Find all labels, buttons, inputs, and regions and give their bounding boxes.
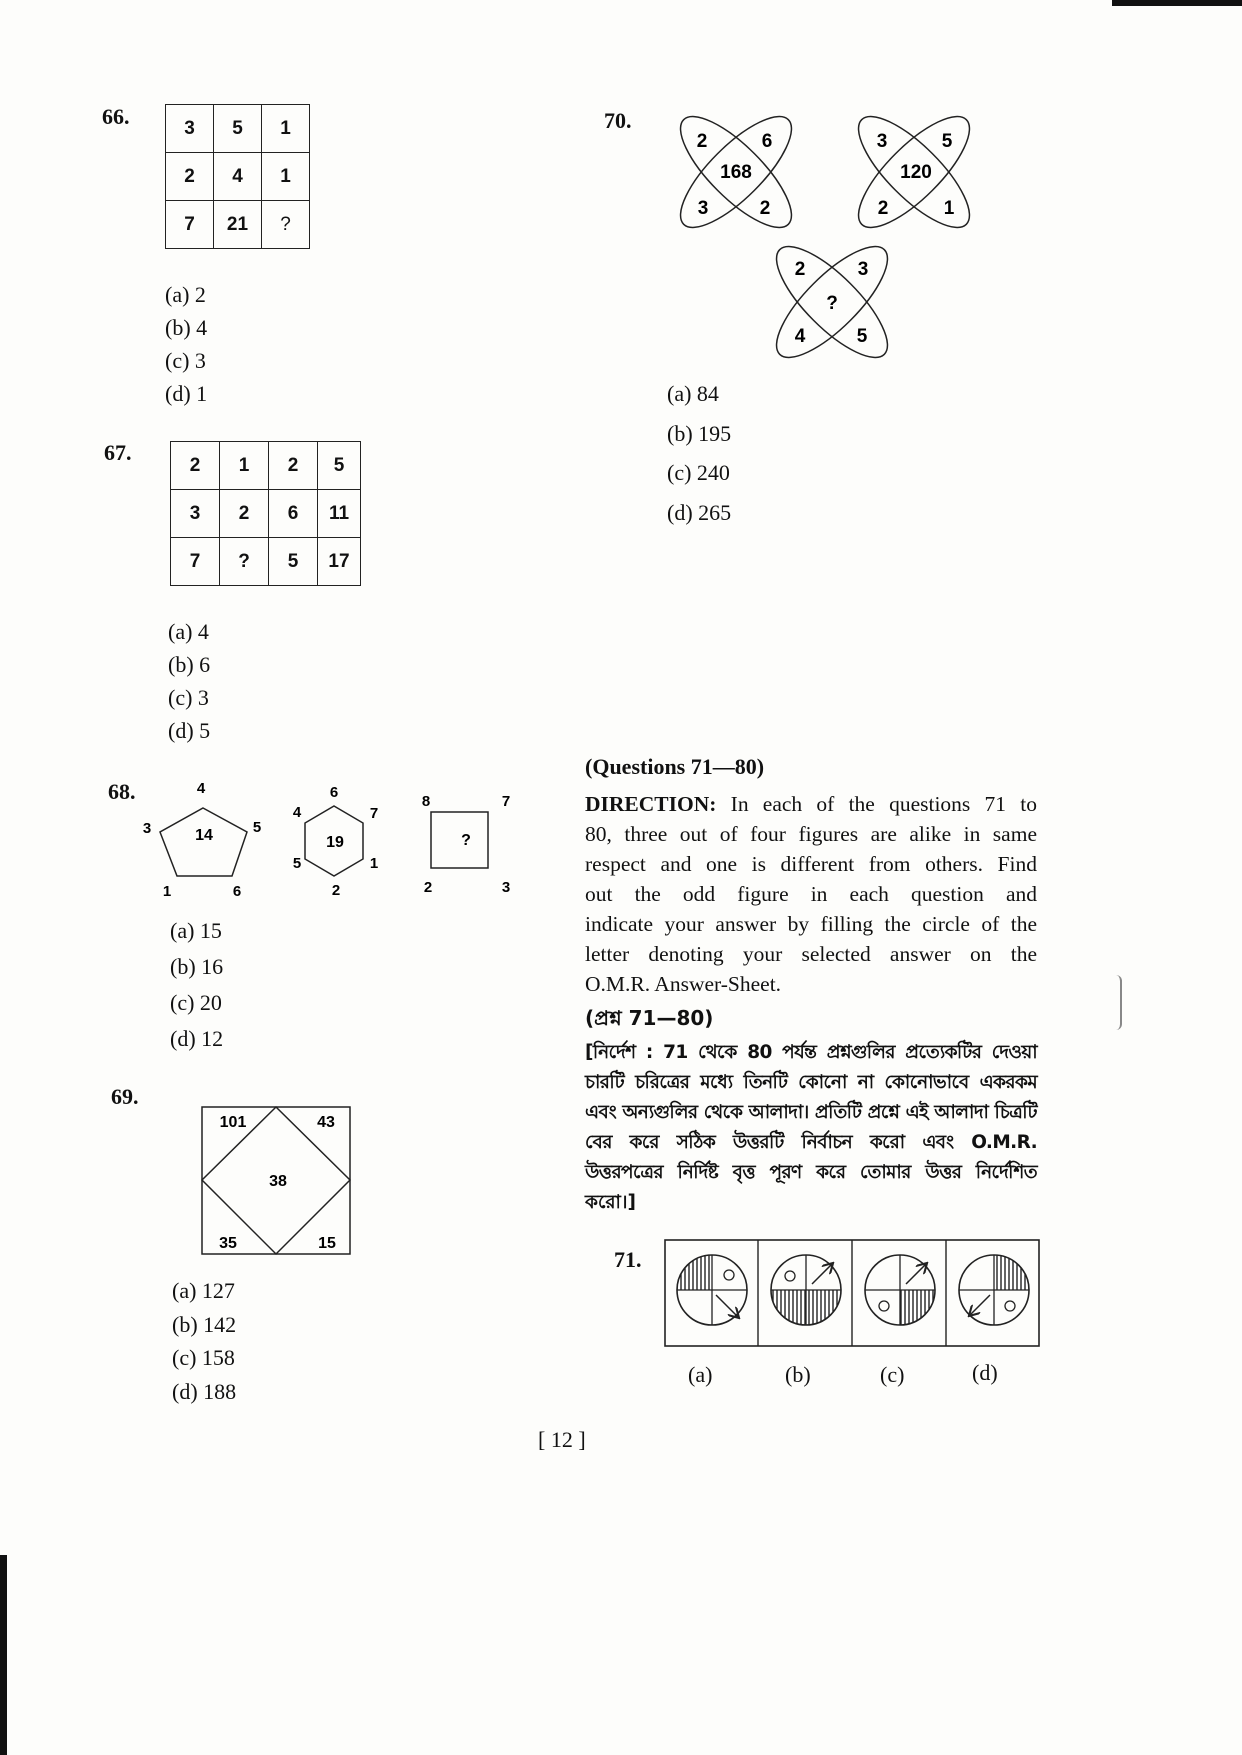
- grid-cell: 4: [214, 153, 262, 201]
- option-d[interactable]: (d) 12: [170, 1026, 224, 1051]
- grid-cell: 7: [166, 201, 214, 249]
- option-b[interactable]: (b) 142: [172, 1311, 237, 1337]
- corner-bottom-right: 15: [318, 1235, 336, 1252]
- grid-cell: 7: [171, 538, 220, 586]
- grid-cell: 11: [318, 490, 361, 538]
- pentagon-right: 5: [252, 819, 262, 836]
- direction-line: letter denoting your selected answer on the: [585, 942, 1037, 966]
- diamond-figure-69: [200, 1105, 354, 1257]
- question-number-70: 70.: [604, 108, 632, 133]
- grid-cell: 2: [171, 442, 220, 490]
- square-bottom-left: 2: [423, 879, 433, 896]
- pentagon-center: 14: [195, 827, 213, 844]
- fig1-top-right: 6: [761, 131, 773, 152]
- grid-cell-unknown: ?: [220, 538, 269, 586]
- grid-cell: 3: [171, 490, 220, 538]
- direction-english: [585, 789, 1037, 999]
- direction-line: In each of the questions 71 to: [730, 792, 1037, 816]
- option-c[interactable]: (c) 3: [165, 348, 206, 373]
- fig1-top-left: 2: [696, 131, 708, 152]
- square-top-right: 7: [501, 793, 511, 810]
- option-a[interactable]: (a) 15: [170, 918, 222, 943]
- corner-bottom-left: 35: [219, 1235, 237, 1252]
- grid-cell: 6: [269, 490, 318, 538]
- pentagon-bottom-left: 1: [162, 883, 172, 900]
- fig3-top-right: 3: [857, 259, 869, 280]
- fig2-top-right: 5: [941, 131, 953, 152]
- number-grid-66: [165, 104, 310, 249]
- corner-top-right: 43: [317, 1114, 335, 1131]
- grid-cell: 5: [318, 442, 361, 490]
- square-top-left: 8: [421, 793, 431, 810]
- option-b[interactable]: (b) 4: [165, 315, 208, 340]
- hexagon-bottom: 2: [331, 882, 341, 899]
- direction-bengali: [585, 1038, 1037, 1218]
- page-number: [ 12 ]: [538, 1427, 586, 1452]
- option-d[interactable]: (d) 265: [667, 499, 732, 525]
- hexagon-top: 6: [329, 784, 339, 801]
- hexagon-bottom-left: 5: [292, 855, 302, 872]
- bengali-line: এবং অন্যগুলির থেকে আলাদা। প্রতিটি প্রশ্নে এই আলাদা চিত্রটি: [585, 1102, 1037, 1123]
- question-number-69: 69.: [111, 1084, 139, 1109]
- scan-edge-mark: [0, 1555, 7, 1755]
- pentagon-bottom-right: 6: [232, 883, 242, 900]
- grid-cell: 21: [214, 201, 262, 249]
- option-figure-a: [677, 1255, 747, 1325]
- number-grid-67: [170, 441, 361, 586]
- option-c[interactable]: (c) 240: [667, 460, 730, 485]
- direction-line: out the odd figure in each question and: [585, 882, 1037, 906]
- question-number-71: 71.: [614, 1247, 642, 1272]
- option-d[interactable]: (d) 1: [165, 381, 208, 406]
- options-68: [170, 913, 223, 1057]
- hexagon-top-right: 7: [369, 805, 379, 822]
- option-a[interactable]: (a) 4: [168, 619, 209, 644]
- scan-edge-mark: [1112, 0, 1242, 6]
- question-number-68: 68.: [108, 779, 136, 804]
- hexagon-center: 19: [326, 834, 344, 851]
- corner-top-left: 101: [219, 1114, 247, 1131]
- pentagon-left: 3: [142, 820, 152, 837]
- fig3-center: ?: [826, 293, 838, 314]
- options-66: [165, 278, 207, 410]
- option-b[interactable]: (b) 16: [170, 954, 224, 979]
- figure-label-b[interactable]: (b): [785, 1362, 811, 1387]
- grid-cell-unknown: ?: [262, 201, 310, 249]
- bengali-line: বের করে সঠিক উত্তরটি নির্বাচন করো এবং O.M.R.: [585, 1132, 1037, 1153]
- grid-cell: 5: [214, 105, 262, 153]
- option-a[interactable]: (a) 84: [667, 381, 719, 406]
- grid-cell: 17: [318, 538, 361, 586]
- option-b[interactable]: (b) 195: [667, 420, 732, 446]
- pentagon-top: 4: [196, 780, 206, 797]
- bengali-line: উত্তরপত্রের নির্দিষ্ট বৃত্ত পূরণ করে তোমার উত্তর নির্দেশিত: [585, 1162, 1037, 1183]
- figure-label-c[interactable]: (c): [880, 1362, 905, 1387]
- option-d[interactable]: (d) 5: [168, 718, 211, 743]
- figure-label-a[interactable]: (a): [688, 1362, 713, 1387]
- section-heading: (Questions 71—80): [585, 754, 765, 779]
- grid-cell: 1: [262, 105, 310, 153]
- grid-cell: 5: [269, 538, 318, 586]
- bengali-heading: (প্রশ্ন 71—80): [585, 1006, 714, 1030]
- grid-cell: 2: [269, 442, 318, 490]
- figure-label-d[interactable]: (d): [972, 1360, 998, 1385]
- fig3-bottom-right: 5: [856, 326, 868, 347]
- square-bottom-right: 3: [501, 879, 511, 896]
- bengali-line: করো।]: [585, 1192, 636, 1213]
- grid-cell: 1: [262, 153, 310, 201]
- scan-staple-mark: [1112, 975, 1122, 1030]
- bengali-line: [নির্দেশ : 71 থেকে 80 পর্যন্ত প্রশ্নগুলির প্রত্যেকটির দেওয়া: [585, 1042, 1037, 1063]
- question-number-66: 66.: [102, 104, 130, 129]
- square-shape: [431, 812, 488, 868]
- fig2-bottom-right: 1: [943, 198, 955, 219]
- option-c[interactable]: (c) 20: [170, 990, 222, 1015]
- option-figure-c: [865, 1255, 935, 1325]
- option-b[interactable]: (b) 6: [168, 652, 211, 677]
- direction-line: O.M.R. Answer-Sheet.: [585, 972, 782, 996]
- question-number-67: 67.: [104, 440, 132, 465]
- fig1-bottom-right: 2: [759, 198, 771, 219]
- option-figure-d: [959, 1255, 1029, 1325]
- grid-cell: 2: [220, 490, 269, 538]
- option-c[interactable]: (c) 3: [168, 685, 209, 710]
- bengali-line: চারটি চরিত্রের মধ্যে তিনটি কোনো না কোনোভাবে একরকম: [585, 1072, 1037, 1093]
- options-67: [168, 615, 210, 747]
- option-c[interactable]: (c) 158: [172, 1345, 235, 1370]
- grid-cell: 3: [166, 105, 214, 153]
- odd-figure-71: [664, 1238, 1042, 1348]
- direction-line: respect and one is different from others. Find: [585, 852, 1037, 876]
- grid-cell: 1: [220, 442, 269, 490]
- direction-line: indicate your answer by filling the circle of the: [585, 912, 1037, 936]
- diamond-center: 38: [269, 1173, 287, 1190]
- hexagon-bottom-right: 1: [369, 855, 379, 872]
- hexagon-top-left: 4: [292, 804, 302, 821]
- options-70: [667, 374, 731, 532]
- fig3-top-left: 2: [794, 259, 806, 280]
- fig1-bottom-left: 3: [697, 198, 709, 219]
- option-d[interactable]: (d) 188: [172, 1378, 237, 1404]
- ellipse-figure-70: [660, 104, 1000, 374]
- direction-line: 80, three out of four figures are alike in same: [585, 822, 1037, 846]
- fig2-bottom-left: 2: [877, 198, 889, 219]
- fig2-top-left: 3: [876, 131, 888, 152]
- shapes-figure-68: [130, 770, 520, 900]
- fig1-center: 168: [720, 162, 752, 183]
- option-a[interactable]: (a) 2: [165, 282, 206, 307]
- grid-cell: 2: [166, 153, 214, 201]
- fig3-bottom-left: 4: [794, 326, 806, 347]
- options-69: [172, 1274, 236, 1408]
- option-a[interactable]: (a) 127: [172, 1278, 235, 1303]
- fig2-center: 120: [900, 162, 932, 183]
- option-figure-b: [771, 1255, 841, 1325]
- square-center: ?: [461, 832, 471, 849]
- direction-label: DIRECTION:: [585, 792, 717, 816]
